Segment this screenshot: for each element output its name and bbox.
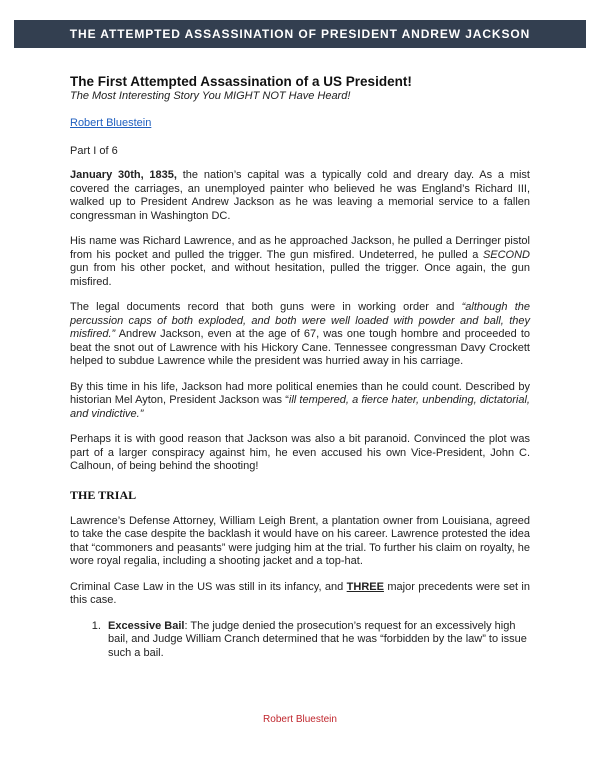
second-emphasis: SECOND: [482, 248, 530, 261]
paragraph-7: [70, 581, 530, 608]
paragraph-7-a: Criminal Case Law in the US was still in its infancy, and: [70, 580, 347, 593]
footer-author: Robert Bluestein: [263, 714, 337, 725]
paragraph-5: Perhaps it is with good reason that Jackson was also a bit paranoid. Convinced the plot was part of a larger conspiracy against him, he even accused his own Vice-President, John C. Calhoun, of being behind the shooting!: [70, 433, 530, 472]
paragraph-1-text: the nation’s capital was a typically cold and dreary day. As a mist covered the carriages, an unemployed painter who believed he was England’s Richard III, walked up to President Andrew Jackson as he was leaving a memorial service to a fallen congressman in Washington DC.: [70, 169, 530, 222]
paragraph-2: [70, 235, 530, 289]
list-item-term: Excessive Bail: [108, 619, 185, 632]
legal-quote: “although the percussion caps of both exploded, and both were well loaded with powder and ball, they misfired.”: [70, 301, 530, 340]
paragraph-3-b: Andrew Jackson, even at the age of 67, was one tough hombre and proceeded to beat the snot out of Lawrence with his Hickory Cane. Tennessee congressman Davy Crockett helped to subdue Lawrence while the president was hurried away in his carriage.: [70, 328, 530, 367]
list-item-text: : The judge denied the prosecution’s request for an excessively high bail, and Judge William Cranch determined that he was “forbidden by the law” to issue such a bail.: [108, 619, 527, 659]
header-banner: [14, 20, 586, 48]
paragraph-4: [70, 381, 530, 422]
banner-title: THE ATTEMPTED ASSASSINATION OF PRESIDENT ANDREW JACKSON: [69, 27, 531, 41]
paragraph-6: Lawrence’s Defense Attorney, William Leigh Brent, a plantation owner from Louisiana, agreed to take the case despite the backlash it would have on his career. Lawrence protested the idea that “commoners and peasants” were judging him at the trial. To further his claim on royalty, he wore royal regalia, including a shooting jacket and a top-hat.: [70, 514, 530, 567]
three-emphasis: THREE: [346, 580, 384, 593]
paragraph-4-a: By this time in his life, Jackson had more political enemies than he could count. Described by historian Mel Ayton, President Jackson was “: [70, 380, 530, 406]
author-link[interactable]: Robert Bluestein: [70, 117, 152, 129]
section-heading-trial: THE TRIAL: [70, 487, 137, 502]
article-subtitle: The Most Interesting Story You MIGHT NOT Have Heard!: [70, 90, 351, 102]
list-item: [104, 620, 530, 661]
ayton-quote: ill tempered, a fierce hater, unbending, dictatorial, and vindictive.”: [70, 394, 530, 420]
precedents-list: [70, 620, 530, 661]
part-indicator: Part I of 6: [70, 145, 118, 157]
paragraph-3: [70, 301, 530, 369]
paragraph-2-a: His name was Richard Lawrence, and as he approached Jackson, he pulled a Derringer pistol from his pocket and pulled the trigger. The gun misfired. Undeterred, he pulled a: [70, 235, 530, 261]
paragraph-7-b: major precedents were set in this case.: [70, 580, 530, 606]
date-lead: January 30th, 1835,: [70, 169, 177, 181]
article-body: [70, 74, 530, 660]
paragraph-1: [70, 169, 530, 223]
paragraph-2-b: gun from his other pocket, and without hesitation, pulled the trigger. Once again, the gun misfired.: [70, 262, 530, 288]
article-title: The First Attempted Assassination of a US President!: [70, 74, 412, 89]
paragraph-3-a: The legal documents record that both guns were in working order and: [70, 301, 462, 313]
